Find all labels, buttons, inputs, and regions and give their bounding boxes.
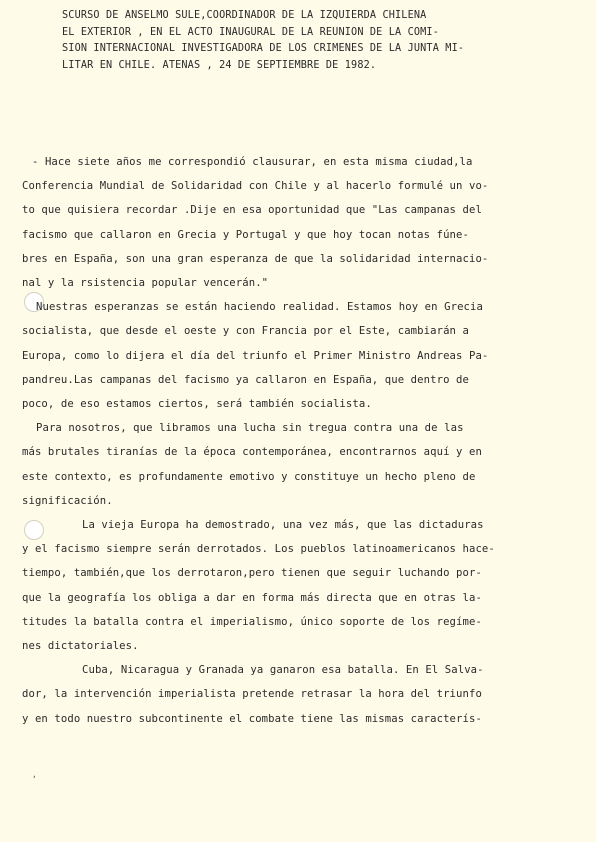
text-line: poco, de eso estamos ciertos, será también socialista. <box>22 398 372 411</box>
header-line: SION INTERNACIONAL INVESTIGADORA DE LOS CRIMENES DE LA JUNTA MI- <box>62 43 465 54</box>
header-line: SCURSO DE ANSELMO SULE,COORDINADOR DE LA IZQUIERDA CHILENA <box>62 10 427 21</box>
text-line: Cuba, Nicaragua y Granada ya ganaron esa batalla. En El Salva- <box>82 664 484 677</box>
text-line: La vieja Europa ha demostrado, una vez más, que las dictaduras <box>82 519 484 532</box>
text-line: nes dictatoriales. <box>22 640 139 653</box>
text-line: facismo que callaron en Grecia y Portugal y que hoy tocan notas fúne- <box>22 228 469 241</box>
header-line: EL EXTERIOR , EN EL ACTO INAUGURAL DE LA REUNION DE LA COMI- <box>62 26 440 38</box>
text-line: y en todo nuestro subcontinente el combate tiene las mismas caracterís- <box>22 712 482 725</box>
text-line: Nuestras esperanzas se están haciendo realidad. Estamos hoy en Grecia <box>36 301 483 314</box>
text-line: socialista, que desde el oeste y con Francia por el Este, cambiarán a <box>22 325 469 338</box>
text-line: significación. <box>22 494 113 507</box>
text-line: Europa, como lo dijera el día del triunfo el Primer Ministro Andreas Pa- <box>22 349 489 362</box>
text-line: to que quisiera recordar .Dije en esa oportunidad que "Las campanas del <box>22 204 482 217</box>
page-speck: , <box>32 770 37 779</box>
text-line: tiempo, también,que los derrotaron,pero tienen que seguir luchando por- <box>22 567 482 580</box>
text-line: dor, la intervención imperialista pretende retrasar la hora del triunfo <box>22 688 482 701</box>
text-line: nal y la rsistencia popular vencerán." <box>22 277 269 290</box>
header-line: LITAR EN CHILE. ATENAS , 24 DE SEPTIEMBRE DE 1982. <box>62 59 377 71</box>
document-body <box>22 150 570 731</box>
text-line: titudes la batalla contra el imperialismo, único soporte de los regíme- <box>22 615 482 628</box>
text-line: - Hace siete años me correspondió clausurar, en esta misma ciudad,la <box>32 156 473 168</box>
text-line: Conferencia Mundial de Solidaridad con Chile y al hacerlo formulé un vo- <box>22 180 489 193</box>
text-line: y el facismo siempre serán derrotados. Los pueblos latinoamericanos hace- <box>22 543 495 556</box>
text-line: que la geografía los obliga a dar en forma más directa que en otras la- <box>22 591 482 604</box>
text-line: este contexto, es profundamente emotivo y constituye un hecho pleno de <box>22 470 476 483</box>
text-line: más brutales tiranías de la época contemporánea, encontrarnos aquí y en <box>22 446 482 459</box>
text-line: pandreu.Las campanas del facismo ya callaron en España, que dentro de <box>22 373 469 386</box>
text-line: bres en España, son una gran esperanza de que la solidaridad internacio- <box>22 252 489 265</box>
document-header <box>62 8 552 74</box>
text-line: Para nosotros, que libramos una lucha sin tregua contra una de las <box>36 422 464 435</box>
